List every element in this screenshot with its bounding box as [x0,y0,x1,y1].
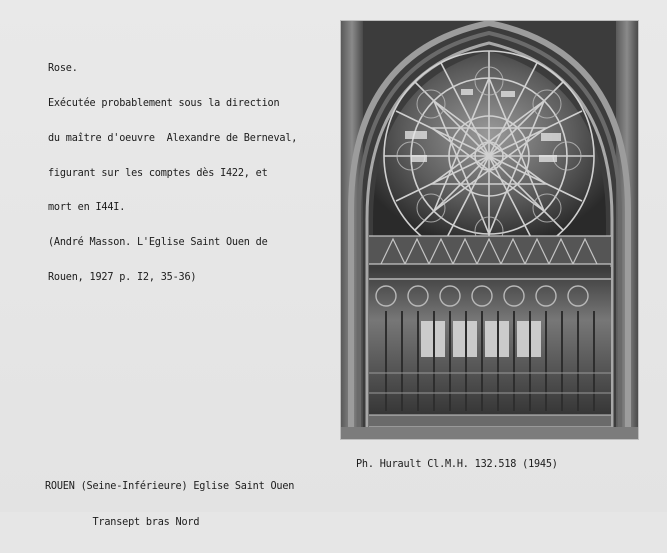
rose-window-photo [341,21,638,439]
photo-credit: Ph. Hurault Cl.M.H. 132.518 (1945) [356,459,558,470]
location-caption [45,457,294,553]
rose-window-illustration [341,21,638,439]
caption-line: Rose. [48,63,78,75]
caption-line: Exécutée probablement sous la direction [48,97,280,109]
caption-block [48,40,338,307]
caption-line: Rouen, 1927 p. I2, 35-36) [48,271,197,283]
caption-line: du maître d'oeuvre Alexandre de Berneval, [48,132,298,144]
location-line: ROUEN (Seine-Inférieure) Eglise Saint Ouen [45,481,295,492]
caption-line: figurant sur les comptes dès I422, et [48,167,268,179]
caption-line: (André Masson. L'Eglise Saint Ouen de [48,237,268,249]
location-subline: Transept bras Nord [45,517,200,528]
caption-line: mort en I44I. [48,202,126,214]
